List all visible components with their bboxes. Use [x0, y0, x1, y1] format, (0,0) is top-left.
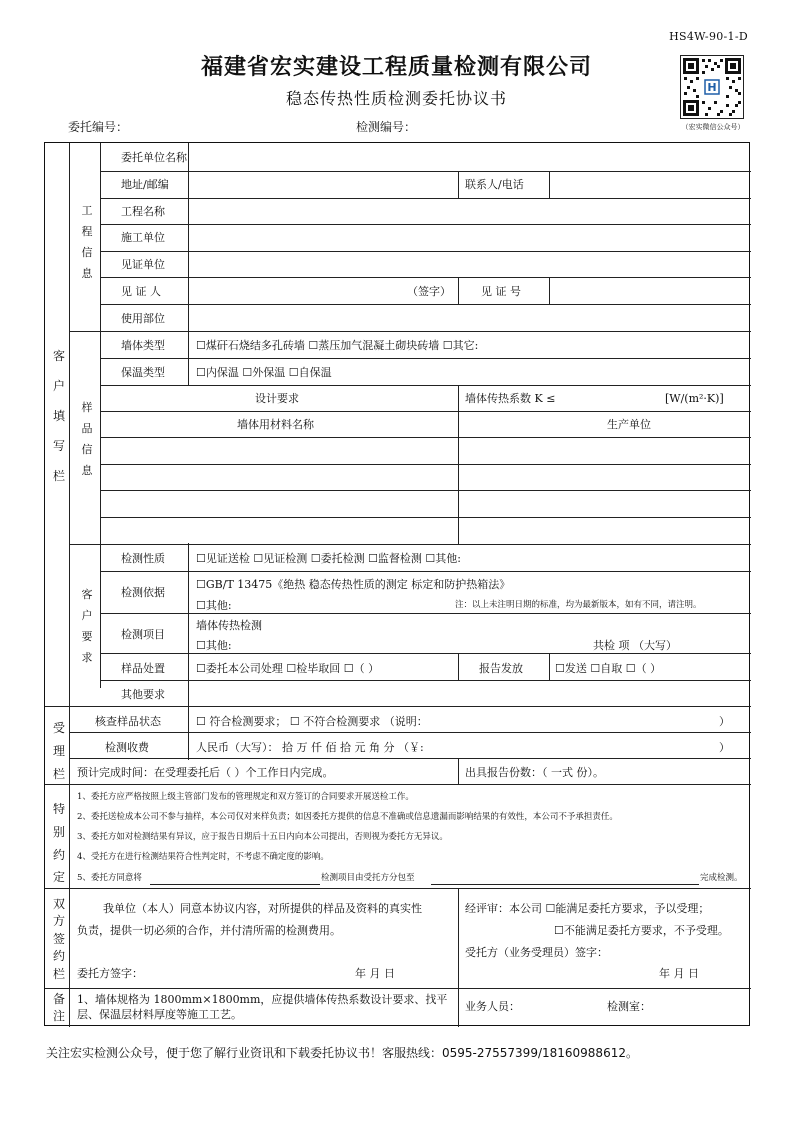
grid-line: [100, 517, 751, 518]
test-basis-other[interactable]: ☐其他:: [196, 599, 232, 612]
grid-line: [100, 304, 751, 305]
row-label-witness-unit: 见证单位: [121, 258, 165, 271]
report-copies: 出具报告份数：（ 一式 份）。: [465, 766, 604, 779]
row-label-client-unit: 委托单位名称: [121, 151, 187, 164]
sample-info-label: 样品信息: [81, 401, 93, 477]
grid-line: [45, 706, 751, 707]
grid-line: [100, 411, 751, 412]
client-section-label: 客户填写栏: [52, 349, 65, 483]
sample-disposal-options[interactable]: ☐委托本公司处理 ☐检毕取回 ☐（ ）: [196, 662, 380, 675]
sample-check-options[interactable]: ☐ 符合检测要求； ☐ 不符合检测要求 （说明：: [196, 715, 428, 728]
report-delivery-options[interactable]: ☐发送 ☐自取 ☐（ ）: [555, 662, 662, 675]
term-item-5-end: 完成检测。: [700, 873, 743, 883]
wall-type-label: 墙体类型: [121, 339, 165, 352]
grid-line: [549, 653, 550, 680]
test-basis-standard[interactable]: ☐GB/T 13475《绝热 稳态传热性质的测定 标定和防护热箱法》: [196, 578, 511, 591]
grid-line: [100, 613, 751, 614]
grid-line: [458, 888, 459, 1027]
receiver-sign-label[interactable]: 受托方（业务受理员）签字：: [465, 946, 608, 959]
form-code: HS4W-90-1-D: [669, 30, 748, 43]
test-basis-note: 注：以上未注明日期的标准，均为最新版本，如有不同，请注明。: [455, 600, 702, 610]
qr-code-graphic: [681, 56, 743, 118]
grid-line: [100, 437, 751, 438]
entrust-number-label: 委托编号：: [68, 120, 129, 134]
grid-line: [100, 251, 751, 252]
lab-label: 检测室：: [607, 1000, 651, 1013]
company-name: 福建省宏实建设工程质量检测有限公司: [200, 55, 592, 80]
grid-line: [45, 784, 751, 785]
grid-line: [549, 277, 550, 304]
insulation-type-label: 保温类型: [121, 366, 165, 379]
test-nature-options[interactable]: ☐见证送检 ☐见证检测 ☐委托检测 ☐监督检测 ☐其他:: [196, 552, 461, 565]
footer-note: 关注宏实检测公众号，便于您了解行业资讯和下载委托协议书！客服热线：0595-27557399/18160988612。: [46, 1046, 638, 1060]
grid-line: [100, 385, 751, 386]
grid-line: [100, 358, 751, 359]
project-info-label: 工程信息: [81, 204, 93, 280]
remarks-line2: 层、保温层材料厚度等施工工艺。: [77, 1008, 242, 1021]
grid-line: [458, 171, 459, 198]
grid-line: [458, 758, 459, 784]
review-result-reject[interactable]: ☐不能满足委托方要求，不予受理。: [554, 924, 729, 937]
sample-disposal-label: 样品处置: [121, 662, 165, 675]
grid-line: [100, 224, 751, 225]
client-sign-label[interactable]: 委托方签字：: [77, 967, 143, 980]
contact-label: 联系人/电话: [465, 178, 524, 191]
subcontract-lab-blank[interactable]: [431, 884, 699, 885]
wall-type-options[interactable]: ☐煤矸石烧结多孔砖墙 ☐蒸压加气混凝土砌块砖墙 ☐其它:: [196, 339, 479, 352]
grid-line: [69, 143, 70, 1027]
grid-line: [45, 988, 751, 989]
heat-coefficient-label: 墙体传热系数 K ≤: [465, 392, 556, 405]
sign-section-label: 双方签约栏: [52, 897, 65, 981]
other-requirement-label: 其他要求: [121, 688, 165, 701]
remarks-line1: 1、墙体规格为 1800mm×1800mm，应提供墙体传热系数设计要求、找平: [77, 993, 448, 1006]
grid-line: [100, 571, 751, 572]
grid-line: [100, 680, 751, 681]
witness-no-label: 见 证 号: [481, 285, 521, 298]
review-result-accept[interactable]: 经评审：本公司 ☐能满足委托方要求，予以受理；: [465, 902, 710, 915]
term-item: 2、委托送检成本公司不参与抽样，本公司仅对来样负责；如因委托方提供的信息不准确或信息遗漏而影响结果的有效性，本公司不予承担责任。: [77, 812, 618, 822]
row-label-project: 工程名称: [121, 205, 165, 218]
test-number-label: 检测编号：: [356, 120, 417, 134]
row-label-usage: 使用部位: [121, 312, 165, 325]
test-items-wall: 墙体传热检测: [196, 619, 262, 632]
remarks-section-label: 备注: [52, 992, 65, 1023]
row-label-builder: 施工单位: [121, 231, 165, 244]
sign-label: （签字）: [407, 285, 451, 298]
form-table: [44, 142, 750, 1026]
grid-line: [100, 464, 751, 465]
grid-line: [100, 198, 751, 199]
grid-line: [69, 758, 751, 759]
test-items-total: 共检 项 （大写）: [593, 639, 677, 652]
accept-section-label: 受理栏: [52, 721, 65, 781]
qr-code: [680, 55, 744, 119]
design-requirement-label: 设计要求: [255, 392, 299, 405]
subcontract-item-blank[interactable]: [150, 884, 320, 885]
grid-line: [45, 888, 751, 889]
grid-line: [100, 653, 751, 654]
grid-line: [458, 653, 459, 680]
grid-line: [69, 732, 751, 733]
term-item: 4、受托方在进行检测结果符合性判定时，不考虑不确定度的影响。: [77, 852, 329, 862]
grid-line: [69, 544, 751, 545]
fee-amount[interactable]: 人民币（大写）： 拾 万 仟 佰 拾 元 角 分 （￥:: [196, 741, 424, 754]
client-sign-date: 年 月 日: [355, 967, 395, 980]
grid-line: [188, 143, 189, 357]
fee-label: 检测收费: [105, 741, 149, 754]
grid-line: [100, 277, 751, 278]
document-title: 稳态传热性质检测委托协议书: [285, 89, 507, 108]
staff-label: 业务人员：: [465, 1000, 520, 1013]
qr-caption: （宏实微信公众号）: [681, 123, 745, 131]
report-delivery-label: 报告发放: [479, 662, 523, 675]
grid-line: [100, 490, 751, 491]
grid-line: [69, 331, 751, 332]
fee-close: ）: [719, 741, 730, 754]
test-items-label: 检测项目: [121, 628, 165, 641]
term-item-5-start: 5、委托方同意将: [77, 873, 142, 883]
client-agreement-line2: 负责，提供一切必须的合作，并付清所需的检测费用。: [77, 924, 341, 937]
finish-time: 预计完成时间：在受理委托后（ ）个工作日内完成。: [77, 766, 334, 779]
sample-check-close: ）: [719, 715, 730, 728]
term-item: 3、委托方如对检测结果有异议，应于报告日期后十五日内向本公司提出，否则视为委托方无异议。: [77, 832, 448, 842]
heat-coefficient-unit: [W/(m²·K)]: [665, 392, 724, 405]
test-nature-label: 检测性质: [121, 552, 165, 565]
grid-line: [549, 171, 550, 198]
insulation-type-options[interactable]: ☐内保温 ☐外保温 ☐自保温: [196, 366, 332, 379]
material-name-header: 墙体用材料名称: [237, 418, 314, 431]
row-label-address: 地址/邮编: [121, 178, 169, 191]
sample-check-label: 核查样品状态: [95, 715, 161, 728]
client-req-label: 客户要求: [81, 588, 93, 664]
term-item: 1、委托方应严格按照上级主管部门发布的管理规定和双方签订的合同要求开展送检工作。: [77, 792, 414, 802]
grid-line: [458, 277, 459, 304]
qr-logo-letter: H: [707, 81, 717, 94]
row-label-witness: 见 证 人: [121, 285, 161, 298]
terms-section-label: 特别约定: [52, 802, 65, 885]
term-item-5-mid: 检测项目由受托方分包至: [321, 873, 415, 883]
test-items-other[interactable]: ☐其他:: [196, 639, 232, 652]
test-basis-label: 检测依据: [121, 586, 165, 599]
grid-line: [100, 171, 751, 172]
manufacturer-header: 生产单位: [607, 418, 651, 431]
receiver-sign-date: 年 月 日: [659, 967, 699, 980]
client-agreement-line1: 我单位（本人）同意本协议内容，对所提供的样品及资料的真实性: [103, 902, 422, 915]
